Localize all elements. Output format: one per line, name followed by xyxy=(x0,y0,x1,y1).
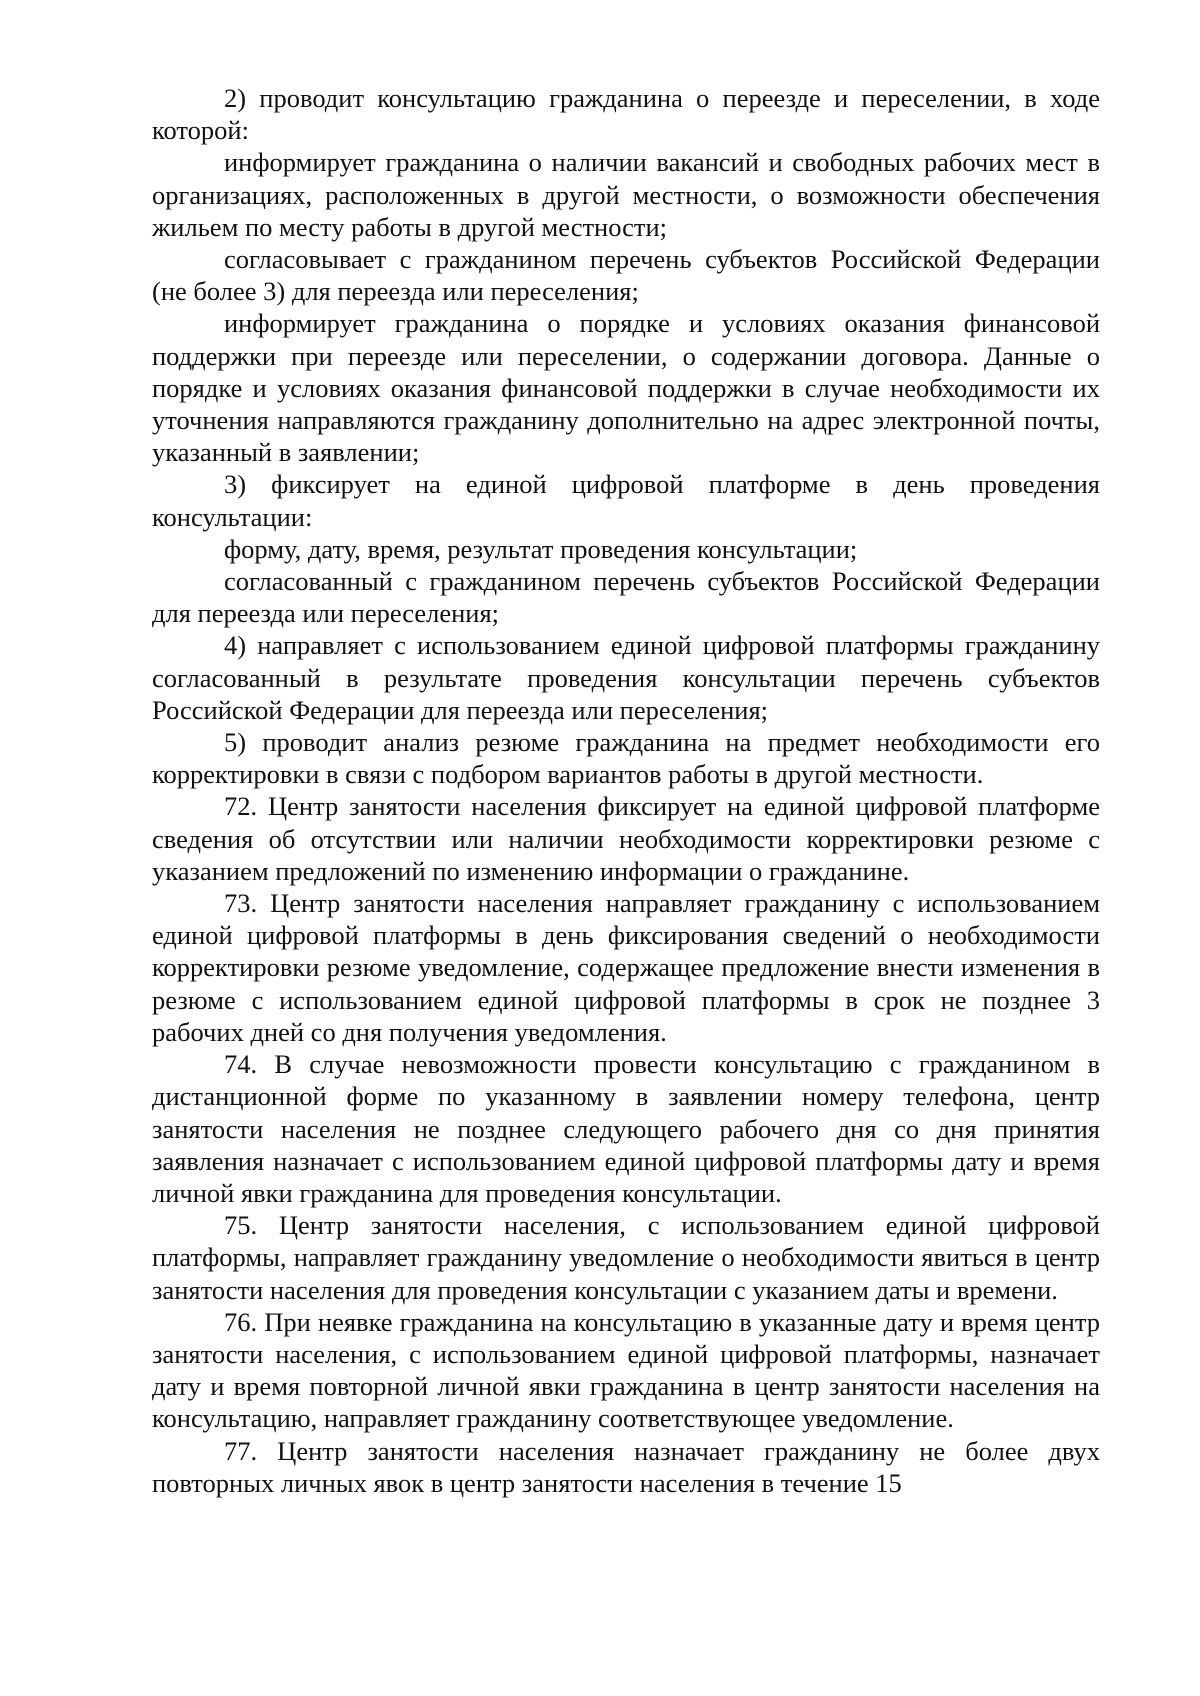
paragraph-clause-77: 77. Центр занятости населения назначает гражданину не более двух повторных личных явок в центр занятости населения в течение 15 xyxy=(152,1435,1100,1498)
paragraph-consultation-form: форму, дату, время, результат проведения консультации; xyxy=(224,533,858,564)
paragraph-inform-financial-support: информирует гражданина о порядке и условиях оказания финансовой поддержки при переезде или переселении, о содержании договора. Данные о порядке и условиях оказания финансовой поддержки в случае необходимости их уточнения направляются гражданину дополнительно на адрес электронной почты, указанный в заявлении; xyxy=(152,308,1100,468)
paragraph-clause-74: 74. В случае невозможности провести консультацию с гражданином в дистанционной форме по указанному в заявлении номеру телефона, центр занятости населения не позднее следующего рабочего дня со дня принятия заявления назначает с использованием единой цифровой платформы дату и время личной явки гражданина для проведения консультации. xyxy=(152,1049,1100,1208)
paragraph-item-4: 4) направляет с использованием единой цифровой платформы гражданину согласованный в результате проведения консультации перечень субъектов Российской Федерации для переезда или переселения; xyxy=(152,630,1100,725)
paragraph-clause-76: 76. При неявке гражданина на консультацию в указанные дату и время центр занятости населения, с использованием единой цифровой платформы, назначает дату и время повторной личной явки гражданина в центр занятости населения на консультацию, направляет гражданину соответствующее уведомление. xyxy=(152,1306,1100,1434)
paragraph-item-3: 3) фиксирует на единой цифровой платформе в день проведения консультации: xyxy=(152,469,1100,532)
paragraph-item-2: 2) проводит консультацию гражданина о переезде и переселении, в ходе которой: xyxy=(152,83,1100,146)
paragraph-clause-72: 72. Центр занятости населения фиксирует на единой цифровой платформе сведения об отсутствии или наличии необходимости корректировки резюме с указанием предложений по изменению информации о гражданине. xyxy=(152,791,1100,886)
paragraph-clause-75: 75. Центр занятости населения, с использованием единой цифровой платформы, направляет гражданину уведомление о необходимости явиться в центр занятости населения для проведения консультации с указанием даты и времени. xyxy=(152,1210,1100,1305)
paragraph-agreed-subjects-list: согласованный с гражданином перечень субъектов Российской Федерации для переезда или переселения; xyxy=(152,566,1100,629)
paragraph-inform-vacancies: информирует гражданина о наличии вакансий и свободных рабочих мест в организациях, расположенных в другой местности, о возможности обеспечения жильем по месту работы в другой местности; xyxy=(152,147,1100,242)
paragraph-item-5: 5) проводит анализ резюме гражданина на предмет необходимости его корректировки в связи с подбором вариантов работы в другой местности. xyxy=(152,727,1100,790)
document-body xyxy=(152,82,1100,1499)
paragraph-clause-73: 73. Центр занятости населения направляет гражданину с использованием единой цифровой платформы в день фиксирования сведений о необходимости корректировки резюме уведомление, содержащее предложение внести изменения в резюме с использованием единой цифровой платформы в срок не позднее 3 рабочих дней со дня получения уведомления. xyxy=(152,888,1100,1047)
paragraph-agree-subjects: согласовывает с гражданином перечень субъектов Российской Федерации (не более 3) для переезда или переселения; xyxy=(152,244,1100,307)
